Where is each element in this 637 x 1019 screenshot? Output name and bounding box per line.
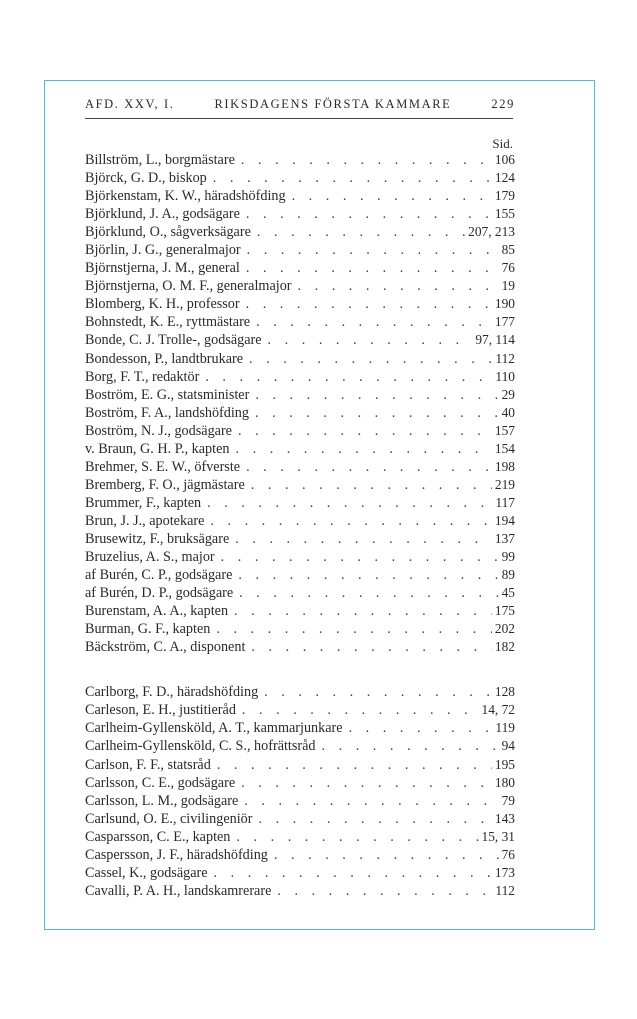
- entry-name: Brummer, F., kapten: [85, 494, 202, 511]
- dot-leader: [211, 756, 492, 774]
- entry-name: Bruzelius, A. S., major: [85, 549, 215, 566]
- entry-name: Björlin, J. G., generalmajor: [85, 242, 241, 259]
- dot-leader: [230, 828, 478, 846]
- entry-page: 106: [494, 152, 515, 167]
- entry-page: 110: [495, 368, 515, 384]
- index-entry: [85, 530, 515, 548]
- dot-leader: [249, 386, 498, 404]
- entry-name: Burman, G. F., kapten: [85, 621, 211, 638]
- index-entry: [85, 151, 515, 169]
- entry-name: Borg, F. T., redaktör: [85, 368, 200, 385]
- dot-leader: [240, 458, 492, 476]
- dot-leader: [232, 422, 492, 440]
- entry-page: 180: [494, 774, 515, 790]
- column-label: Sid.: [492, 136, 513, 151]
- section-label: AFD. XXV, I.: [85, 97, 175, 111]
- entry-page: 202: [494, 621, 515, 637]
- entry-name: Cassel, K., godsägare: [85, 864, 208, 881]
- index-entry: [85, 368, 515, 386]
- entry-name: Björklund, O., sågverksägare: [85, 224, 251, 241]
- dot-leader: [236, 701, 479, 719]
- dot-leader: [228, 602, 492, 620]
- page-number: 229: [491, 97, 515, 111]
- dot-leader: [235, 774, 492, 792]
- index-entry: [85, 440, 515, 458]
- dot-leader: [268, 846, 499, 864]
- entry-name: Carlsson, C. E., godsägare: [85, 774, 236, 791]
- entry-page: 79: [501, 792, 515, 808]
- entry-page: 194: [494, 512, 515, 528]
- dot-leader: [201, 494, 492, 512]
- dot-leader: [199, 368, 492, 386]
- index-entry: [85, 792, 515, 810]
- entry-name: Bäckström, C. A., disponent: [85, 639, 246, 656]
- entry-page: 207, 213: [468, 224, 515, 240]
- dot-leader: [215, 548, 499, 566]
- index-entry: [85, 295, 515, 313]
- dot-leader: [258, 683, 492, 701]
- index-list: [85, 151, 515, 900]
- entry-page: 155: [494, 206, 515, 222]
- entry-page: 143: [494, 810, 515, 826]
- entry-page: 195: [494, 756, 515, 772]
- running-header: [85, 97, 515, 117]
- index-entry: [85, 864, 515, 882]
- entry-name: Carlheim-Gyllensköld, A. T., kammarjunkare: [85, 720, 343, 737]
- entry-name: Casparsson, C. E., kapten: [85, 828, 231, 845]
- index-entry: [85, 476, 515, 494]
- dot-leader: [240, 295, 492, 313]
- entry-name: Brun, J. J., apotekare: [85, 512, 205, 529]
- index-entry: [85, 458, 515, 476]
- entry-name: Brusewitz, F., bruksägare: [85, 530, 230, 547]
- entry-name: Billström, L., borgmästare: [85, 152, 235, 168]
- entry-name: af Burén, C. P., godsägare: [85, 567, 233, 584]
- entry-name: Brehmer, S. E. W., öfverste: [85, 458, 241, 475]
- index-entry: [85, 882, 515, 900]
- index-entry: [85, 620, 515, 638]
- entry-page: 175: [494, 603, 515, 619]
- index-entry: [85, 331, 515, 349]
- entry-name: Carlheim-Gyllensköld, C. S., hofrättsråd: [85, 738, 316, 755]
- entry-page: 177: [494, 314, 515, 330]
- entry-page: 182: [494, 639, 515, 655]
- entry-page: 124: [494, 170, 515, 186]
- dot-leader: [232, 566, 498, 584]
- index-entry: [85, 241, 515, 259]
- index-entry: [85, 512, 515, 530]
- dot-leader: [262, 331, 473, 349]
- entry-page: 112: [495, 350, 515, 366]
- index-entry: [85, 169, 515, 187]
- entry-page: 128: [494, 684, 515, 700]
- dot-leader: [271, 882, 492, 900]
- group-separator: [85, 656, 515, 683]
- index-entry: [85, 187, 515, 205]
- entry-page: 219: [494, 476, 515, 492]
- entry-page: 99: [501, 549, 515, 565]
- entry-page: 19: [501, 278, 515, 294]
- entry-page: 112: [495, 882, 515, 898]
- index-entry: [85, 350, 515, 368]
- entry-name: Björnstjerna, O. M. F., generalmajor: [85, 278, 292, 295]
- entry-name: af Burén, D. P., godsägare: [85, 585, 234, 602]
- entry-name: Blomberg, K. H., professor: [85, 296, 240, 313]
- index-entry: [85, 494, 515, 512]
- index-entry: [85, 719, 515, 737]
- entry-page: 14, 72: [481, 702, 515, 718]
- dot-leader: [292, 277, 499, 295]
- index-entry: [85, 683, 515, 701]
- index-entry: [85, 774, 515, 792]
- dot-leader: [245, 638, 492, 656]
- dot-leader: [245, 476, 492, 494]
- index-entry: [85, 602, 515, 620]
- index-entry: [85, 828, 515, 846]
- entry-name: Carlson, F. F., statsråd: [85, 756, 211, 773]
- entry-page: 97, 114: [475, 332, 515, 348]
- dot-leader: [210, 620, 492, 638]
- entry-page: 40: [501, 404, 515, 420]
- index-entry: [85, 584, 515, 602]
- entry-page: 117: [495, 494, 515, 510]
- entry-name: Caspersson, J. F., häradshöfding: [85, 846, 268, 863]
- header-rule: [85, 118, 513, 119]
- entry-name: Boström, N. J., godsägare: [85, 422, 232, 439]
- entry-name: Carlsund, O. E., civilingeniör: [85, 810, 253, 827]
- entry-page: 76: [501, 260, 515, 276]
- entry-name: Carlborg, F. D., häradshöfding: [85, 684, 259, 701]
- entry-page: 76: [501, 846, 515, 862]
- dot-leader: [235, 151, 492, 169]
- entry-page: 94: [501, 738, 515, 754]
- dot-leader: [238, 792, 498, 810]
- entry-page: 89: [501, 567, 515, 583]
- index-entry: [85, 404, 515, 422]
- dot-leader: [243, 350, 492, 368]
- index-entry: [85, 386, 515, 404]
- entry-page: 157: [494, 422, 515, 438]
- index-entry: [85, 313, 515, 331]
- index-entry: [85, 810, 515, 828]
- entry-page: 190: [494, 296, 515, 312]
- entry-name: Björnstjerna, J. M., general: [85, 260, 240, 277]
- entry-page: 85: [501, 242, 515, 258]
- dot-leader: [286, 187, 492, 205]
- dot-leader: [208, 864, 492, 882]
- dot-leader: [204, 512, 492, 530]
- entry-page: 15, 31: [481, 828, 515, 844]
- dot-leader: [233, 584, 498, 602]
- dot-leader: [316, 737, 499, 755]
- dot-leader: [249, 404, 499, 422]
- index-entry: [85, 638, 515, 656]
- entry-name: Bremberg, F. O., jägmästare: [85, 476, 245, 493]
- index-entry: [85, 737, 515, 755]
- entry-page: 198: [494, 458, 515, 474]
- entry-name: Bondesson, P., landtbrukare: [85, 350, 244, 367]
- entry-name: Björklund, J. A., godsägare: [85, 206, 240, 223]
- index-entry: [85, 422, 515, 440]
- entry-name: Björkenstam, K. W., häradshöfding: [85, 188, 286, 205]
- entry-name: Burenstam, A. A., kapten: [85, 603, 229, 620]
- index-entry: [85, 566, 515, 584]
- index-entry: [85, 205, 515, 223]
- entry-name: Björck, G. D., biskop: [85, 170, 207, 187]
- dot-leader: [241, 241, 499, 259]
- dot-leader: [207, 169, 492, 187]
- entry-page: 29: [501, 386, 515, 402]
- index-entry: [85, 548, 515, 566]
- entry-page: 173: [494, 864, 515, 880]
- dot-leader: [250, 313, 492, 331]
- entry-name: Carleson, E. H., justitieråd: [85, 702, 236, 719]
- index-entry: [85, 223, 515, 241]
- dot-leader: [240, 259, 499, 277]
- index-entry: [85, 756, 515, 774]
- entry-name: Boström, E. G., statsminister: [85, 386, 250, 403]
- entry-name: Bohnstedt, K. E., ryttmästare: [85, 314, 251, 331]
- entry-page: 179: [494, 188, 515, 204]
- entry-name: Boström, F. A., landshöfding: [85, 404, 249, 421]
- entry-page: 119: [495, 720, 515, 736]
- dot-leader: [343, 719, 493, 737]
- entry-name: Carlsson, L. M., godsägare: [85, 792, 239, 809]
- entry-name: Bonde, C. J. Trolle-, godsägare: [85, 332, 262, 349]
- index-entry: [85, 701, 515, 719]
- index-entry: [85, 259, 515, 277]
- header-title: RIKSDAGENS FÖRSTA KAMMARE: [214, 97, 452, 111]
- entry-name: Cavalli, P. A. H., landskamrerare: [85, 882, 272, 899]
- dot-leader: [251, 223, 465, 241]
- index-entry: [85, 846, 515, 864]
- entry-name: v. Braun, G. H. P., kapten: [85, 440, 230, 457]
- dot-leader: [230, 440, 492, 458]
- dot-leader: [229, 530, 492, 548]
- index-entry: [85, 277, 515, 295]
- entry-page: 154: [494, 440, 515, 456]
- dot-leader: [240, 205, 492, 223]
- entry-page: 45: [501, 585, 515, 601]
- entry-page: 137: [494, 530, 515, 546]
- dot-leader: [252, 810, 491, 828]
